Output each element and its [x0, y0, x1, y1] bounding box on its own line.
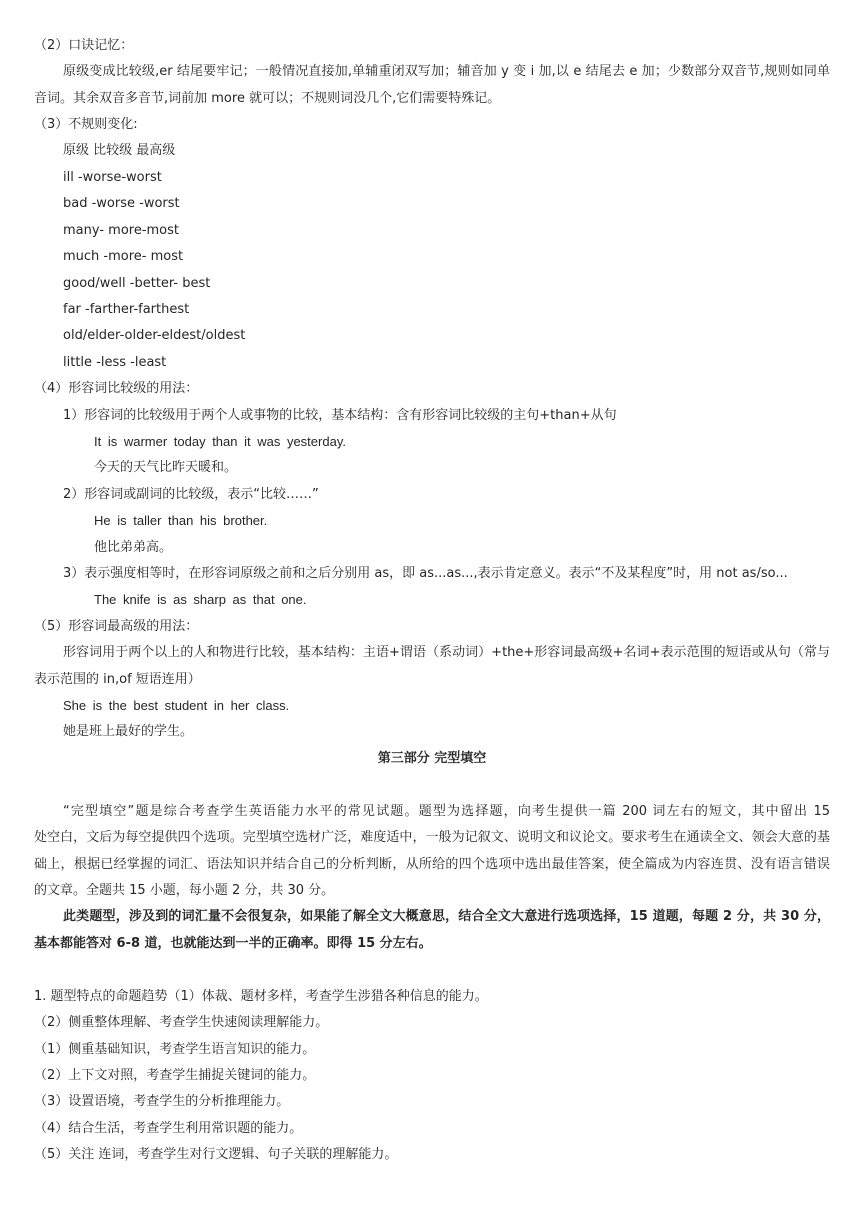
example-en: It is warmer today than it was yesterday. [94, 434, 346, 449]
section-5-title: （5）形容词最高级的用法： [34, 619, 199, 634]
mnemonic-line-2: 音词。其余双音多音节,词前加 more 就可以；不规则词没几个,它们需要特殊记。 [34, 91, 501, 106]
trend-line: （2）侧重整体理解、考查学生快速阅读理解能力。 [34, 1015, 329, 1030]
intro-line-2: 处空白，文后为每空提供四个选项。完型填空选材广泛，难度适中，一般为记叙文、说明文和议论文。要求考生在通读全文、领会大意的基 [34, 830, 830, 845]
trend-line: （2）上下文对照，考查学生捕捉关键词的能力。 [34, 1068, 316, 1083]
usage-1: 1）形容词的比较级用于两个人或事物的比较，基本结构：含有形容词比较级的主句+than+从句 [63, 408, 617, 423]
irregular-item: many- more-most [63, 223, 180, 238]
example-en: She is the best student in her class. [63, 698, 290, 713]
trend-line: （1）侧重基础知识，考查学生语言知识的能力。 [34, 1042, 316, 1057]
irregular-header: 原级 比较级 最高级 [63, 143, 176, 158]
mnemonic-line-1: 原级变成比较级,er 结尾要牢记；一般情况直接加,单辅重闭双写加；辅音加 y 变 i 加,以 e 结尾去 e 加；少数部分双音节,规则如同单 [63, 64, 830, 79]
example-cn: 今天的天气比昨天暖和。 [94, 460, 238, 475]
trend-line: （4）结合生活，考查学生利用常识题的能力。 [34, 1121, 303, 1136]
section-3-title: （3）不规则变化: [34, 117, 138, 132]
example-en: He is taller than his brother. [94, 513, 268, 528]
irregular-item: much -more- most [63, 249, 184, 264]
irregular-item: far -farther-farthest [63, 302, 190, 317]
part-3-heading: 第三部分 完型填空 [377, 751, 487, 766]
example-cn: 他比弟弟高。 [94, 540, 173, 555]
irregular-item: old/elder-older-eldest/oldest [63, 328, 246, 343]
intro-line-1: “完型填空”题是综合考查学生英语能力水平的常见试题。题型为选择题，向考生提供一篇 200 词左右的短文，其中留出 15 [63, 804, 830, 819]
irregular-item: ill -worse-worst [63, 170, 162, 185]
irregular-item: little -less -least [63, 355, 167, 370]
example-en: The knife is as sharp as that one. [94, 592, 307, 607]
superlative-line-2: 表示范围的 in,of 短语连用） [34, 672, 201, 687]
example-cn: 她是班上最好的学生。 [63, 724, 194, 739]
usage-2: 2）形容词或副词的比较级，表示“比较……” [63, 487, 319, 502]
trend-line: 1. 题型特点的命题趋势（1）体裁、题材多样，考查学生涉猎各种信息的能力。 [34, 989, 488, 1004]
intro-line-3: 础上，根据已经掌握的词汇、语法知识并结合自己的分析判断，从所给的四个选项中选出最佳答案，使全篇成为内容连贯、没有语言错误 [34, 857, 830, 872]
intro-line-4: 的文章。全题共 15 小题，每小题 2 分，共 30 分。 [34, 883, 335, 898]
bold-note-line-2: 基本都能答对 6-8 道，也就能达到一半的正确率。即得 15 分左右。 [34, 936, 432, 951]
irregular-item: good/well -better- best [63, 276, 211, 291]
bold-note-line-1: 此类题型，涉及到的词汇量不会很复杂，如果能了解全文大概意思，结合全文大意进行选项选择，15 道题，每题 2 分，共 30 分， [63, 909, 830, 924]
trend-line: （3）设置语境，考查学生的分析推理能力。 [34, 1094, 290, 1109]
section-2-title: （2）口诀记忆： [34, 38, 134, 53]
usage-3: 3）表示强度相等时，在形容词原级之前和之后分别用 as，即 as...as...,表示肯定意义。表示“不及某程度”时，用 not as/so... [63, 566, 788, 581]
superlative-line-1: 形容词用于两个以上的人和物进行比较，基本结构：主语+谓语（系动词）+the+形容词最高级+名词+表示范围的短语或从句（常与 [63, 645, 830, 660]
trend-line: （5）关注 连词，考查学生对行文逻辑、句子关联的理解能力。 [34, 1147, 398, 1162]
irregular-item: bad -worse -worst [63, 196, 180, 211]
section-4-title: （4）形容词比较级的用法： [34, 381, 199, 396]
